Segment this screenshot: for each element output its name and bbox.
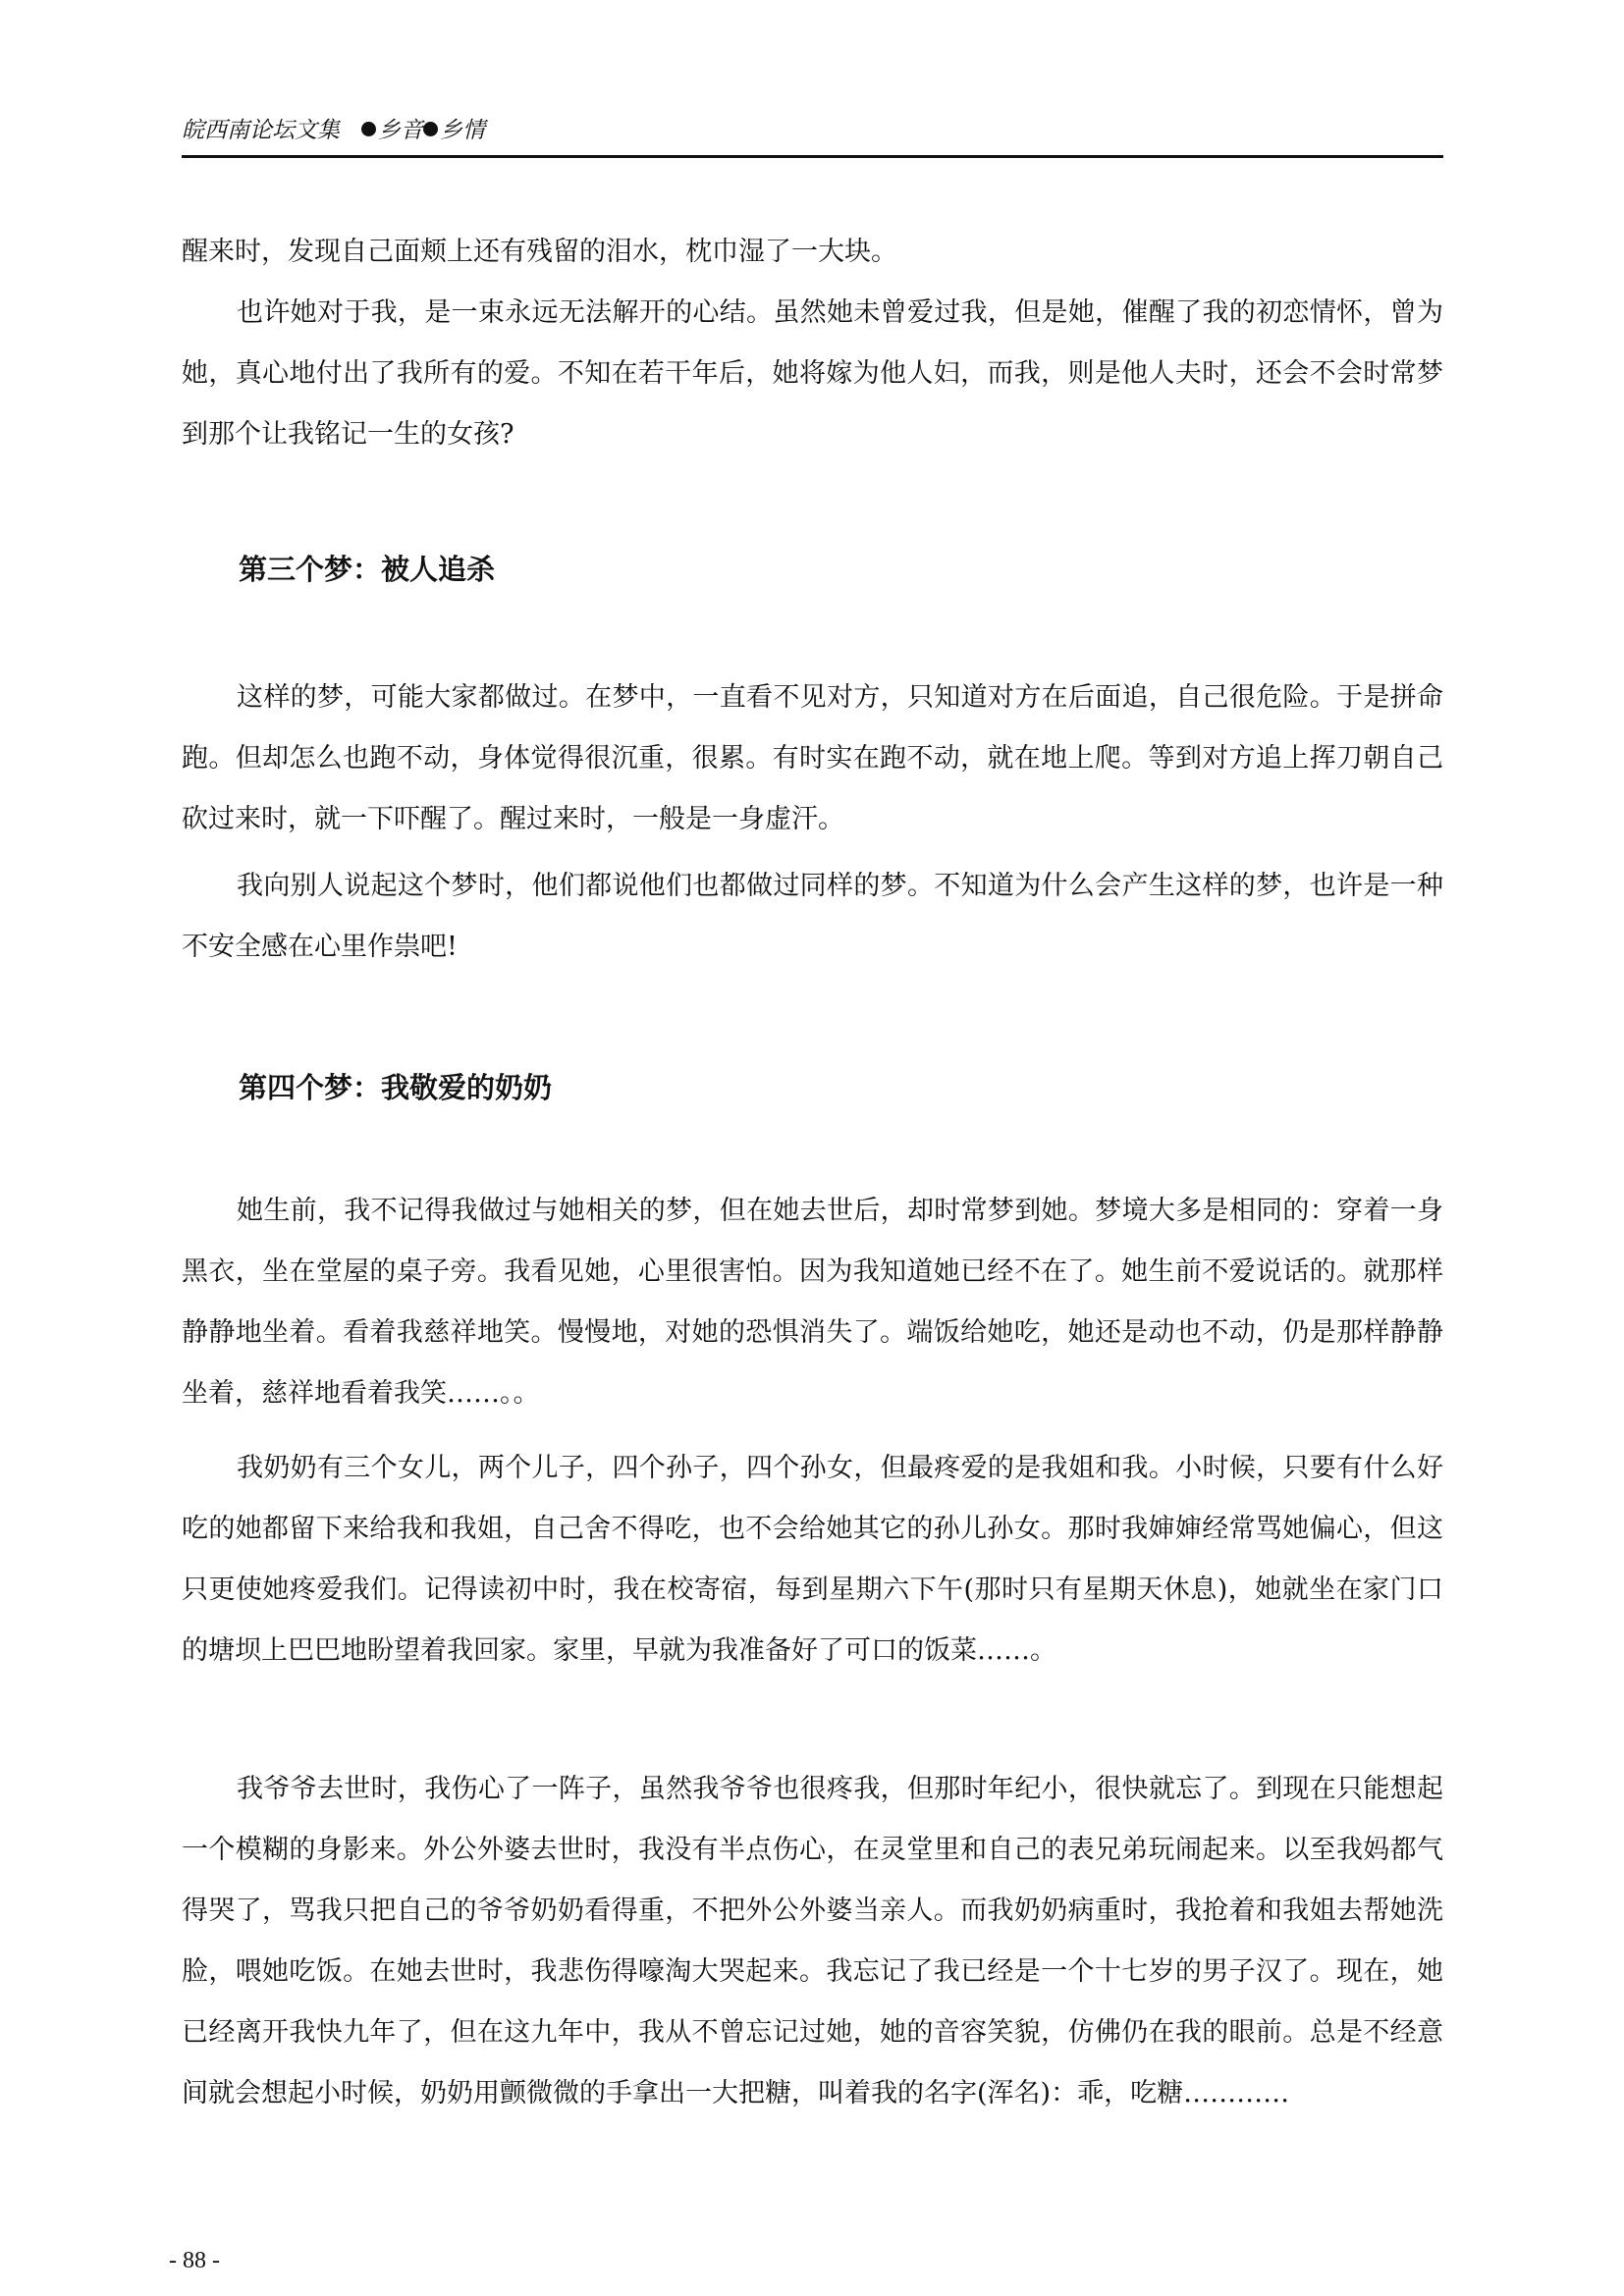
section-heading-third-dream: 第三个梦：被人追杀 [239,553,496,586]
bullet-dot-icon [423,122,438,136]
paragraph: 我奶奶有三个女儿，两个儿子，四个孙子，四个孙女，但最疼爱的是我姐和我。小时候，只要有什么好吃的她都留下来给我和我姐，自己舍不得吃，也不会给她其它的孙儿孙女。那时我婶婶经常骂她偏心，但这只更使她疼爱我们。记得读初中时，我在校寄宿，每到星期六下午(那时只有星期天休息)，她就坐在家门口的塘坝上巴巴地盼望着我回家。家里，早就为我准备好了可口的饭菜……。 [182,1453,1443,1666]
paragraph: 也许她对于我，是一束永远无法解开的心结。虽然她未曾爱过我，但是她，催醒了我的初恋情怀，曾为她，真心地付出了我所有的爱。不知在若干年后，她将嫁为他人妇，而我，则是他人夫时，还会不会时常梦到那个让我铭记一生的女孩? [182,297,1443,450]
paragraph: 她生前，我不记得我做过与她相关的梦，但在她去世后，却时常梦到她。梦境大多是相同的：穿着一身黑衣，坐在堂屋的桌子旁。我看见她，心里很害怕。因为我知道她已经不在了。她生前不爱说话的。就那样静静地坐着。看着我慈祥地笑。慢慢地，对她的恐惧消失了。端饭给她吃，她还是动也不动，仍是那样静静坐着，慈祥地看着我笑……。。 [182,1196,1443,1409]
header-tag-xiangqing: 乡情 [440,118,485,143]
paragraph: 我爷爷去世时，我伤心了一阵子，虽然我爷爷也很疼我，但那时年纪小，很快就忘了。到现在只能想起一个模糊的身影来。外公外婆去世时，我没有半点伤心，在灵堂里和自己的表兄弟玩闹起来。以至我妈都气得哭了，骂我只把自己的爷爷奶奶看得重，不把外公外婆当亲人。而我奶奶病重时，我抢着和我姐去帮她洗脸，喂她吃饭。在她去世时，我悲伤得嚎淘大哭起来。我忘记了我已经是一个十七岁的男子汉了。现在，她已经离开我快九年了，但在这九年中，我从不曾忘记过她，她的音容笑貌，仿佛仍在我的眼前。总是不经意间就会想起小时候，奶奶用颤微微的手拿出一大把糖，叫着我的名字(浑名)：乖，吃糖………… [182,1774,1443,2109]
running-header [182,116,485,145]
bullet-dot-icon [361,122,376,136]
section-heading-fourth-dream: 第四个梦：我敬爱的奶奶 [239,1071,553,1104]
paragraph-continued: 醒来时，发现自己面颊上还有残留的泪水，枕巾湿了一大块。 [182,237,897,267]
header-tag-xiangyin: 乡音 [378,118,423,143]
paragraph: 我向别人说起这个梦时，他们都说他们也都做过同样的梦。不知道为什么会产生这样的梦，也许是一种不安全感在心里作祟吧! [182,871,1443,962]
page-header [182,116,1443,158]
collection-title: 皖西南论坛文集 [182,118,340,143]
paragraph: 这样的梦，可能大家都做过。在梦中，一直看不见对方，只知道对方在后面追，自己很危险。于是拼命跑。但却怎么也跑不动，身体觉得很沉重，很累。有时实在跑不动，就在地上爬。等到对方追上挥刀朝自己砍过来时，就一下吓醒了。醒过来时，一般是一身虚汗。 [182,682,1443,834]
page-number: - 88 - [169,2248,220,2273]
